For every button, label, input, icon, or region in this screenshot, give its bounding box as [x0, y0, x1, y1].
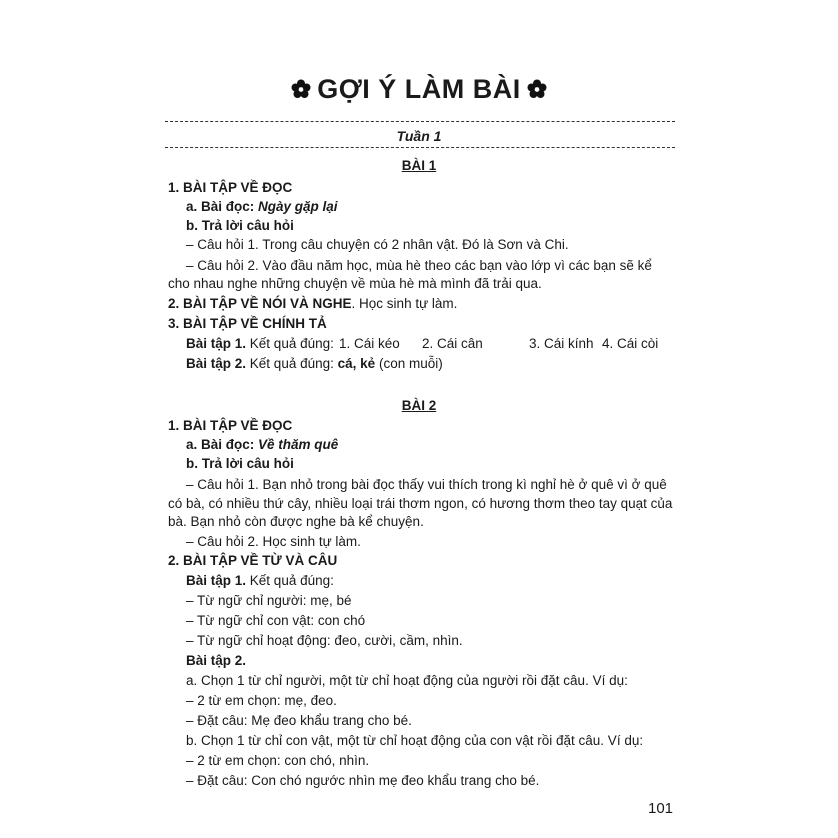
bai1-bt1-line	[186, 336, 334, 352]
bai1-a-title: Ngày gặp lại	[258, 199, 338, 214]
bai1-q1: – Câu hỏi 1. Trong câu chuyện có 2 nhân vật. Đó là Sơn và Chi.	[186, 237, 569, 252]
bai2-a-label: a. Bài đọc:	[186, 437, 255, 452]
bai1-doc-heading: 1. BÀI TẬP VỀ ĐỌC	[168, 180, 293, 195]
bai1-bt2-suffix: (con muỗi)	[378, 356, 443, 371]
bai1-noi-nghe-text: . Học sinh tự làm.	[351, 296, 458, 311]
divider-bottom	[165, 147, 675, 148]
bai2-tu-cau-heading: 2. BÀI TẬP VỀ TỪ VÀ CÂU	[168, 553, 338, 568]
bai2-b-label: b. Trả lời câu hỏi	[186, 456, 294, 471]
bai2-bt1-item: – Từ ngữ chỉ hoạt động: đeo, cười, cầm, nhìn.	[186, 633, 463, 648]
bai2-q1-line2: có bà, có nhiều thứ cây, nhiều loại trái thơm ngon, có hương thơm theo tay quạt của	[168, 496, 673, 511]
bai1-bt1-item: 1. Cái kéo	[339, 336, 400, 351]
bai1-q2-line2: cho nhau nghe những chuyện về mùa hè mà mình đã trải qua.	[168, 276, 542, 291]
bai1-noi-nghe-heading: 2. BÀI TẬP VỀ NÓI VÀ NGHE	[168, 296, 352, 311]
bai2-bt1-line	[186, 573, 334, 589]
bai1-bt1-item: 2. Cái cân	[422, 336, 483, 351]
bai2-q1-line1: – Câu hỏi 1. Bạn nhỏ trong bài đọc thấy vui thích trong kì nghỉ hè ở quê vì ở quê	[186, 477, 667, 492]
bai1-bt2-prefix: Kết quả đúng:	[249, 356, 334, 371]
week-label: Tuần 1	[396, 128, 442, 144]
bai2-bt2-item: b. Chọn 1 từ chỉ con vật, một từ chỉ hoạt động của con vật rồi đặt câu. Ví dụ:	[186, 733, 644, 748]
bai2-bt2-item: – 2 từ em chọn: con chó, nhìn.	[186, 753, 370, 768]
bai1-bt2-line	[186, 356, 443, 372]
bai2-bt2-item: – Đặt câu: Mẹ đeo khẩu trang cho bé.	[186, 713, 412, 728]
bai2-q1-line3: bà. Bạn nhỏ còn được nghe bà kể chuyện.	[168, 514, 424, 529]
bai1-noi-nghe	[168, 296, 457, 312]
page-title	[0, 74, 838, 105]
bai1-q2-line1: – Câu hỏi 2. Vào đầu năm học, mùa hè theo các bạn vào lớp vì các bạn sẽ kể	[186, 258, 652, 273]
flower-icon	[291, 79, 311, 99]
bai2-a-line	[186, 437, 338, 453]
bai2-heading: BÀI 2	[401, 398, 437, 413]
bai1-bt2-answer: cá, kẻ	[337, 356, 376, 371]
flower-icon	[527, 79, 547, 99]
bai1-a-line	[186, 199, 338, 215]
bai1-bt1-prefix: Kết quả đúng:	[249, 336, 334, 351]
bai1-b-label: b. Trả lời câu hỏi	[186, 218, 294, 233]
bai2-doc-heading: 1. BÀI TẬP VỀ ĐỌC	[168, 418, 293, 433]
bai1-a-label: a. Bài đọc:	[186, 199, 255, 214]
bai2-bt1-prefix: Kết quả đúng:	[249, 573, 334, 588]
bai1-bt2-label: Bài tập 2.	[186, 356, 247, 371]
bai2-bt2-item: a. Chọn 1 từ chỉ người, một từ chỉ hoạt động của người rồi đặt câu. Ví dụ:	[186, 673, 628, 688]
title-text: GỢI Ý LÀM BÀI	[317, 74, 521, 104]
bai2-bt1-item: – Từ ngữ chỉ con vật: con chó	[186, 613, 366, 628]
bai1-chinh-ta-heading: 3. BÀI TẬP VỀ CHÍNH TẢ	[168, 316, 327, 331]
bai2-bt2-item: – 2 từ em chọn: mẹ, đeo.	[186, 693, 337, 708]
divider-top	[165, 121, 675, 122]
bai2-bt1-item: – Từ ngữ chỉ người: mẹ, bé	[186, 593, 352, 608]
bai1-heading: BÀI 1	[401, 158, 437, 173]
bai1-bt1-item: 3. Cái kính	[529, 336, 594, 351]
bai2-a-title: Về thăm quê	[258, 437, 339, 452]
page-number: 101	[648, 800, 674, 817]
bai2-bt2-item: – Đặt câu: Con chó ngước nhìn mẹ đeo khẩu trang cho bé.	[186, 773, 540, 788]
bai2-bt2-label: Bài tập 2.	[186, 653, 247, 668]
bai2-q2: – Câu hỏi 2. Học sinh tự làm.	[186, 534, 361, 549]
bai2-bt1-label: Bài tập 1.	[186, 573, 247, 588]
bai1-bt1-label: Bài tập 1.	[186, 336, 247, 351]
bai1-bt1-item: 4. Cái còi	[602, 336, 659, 351]
